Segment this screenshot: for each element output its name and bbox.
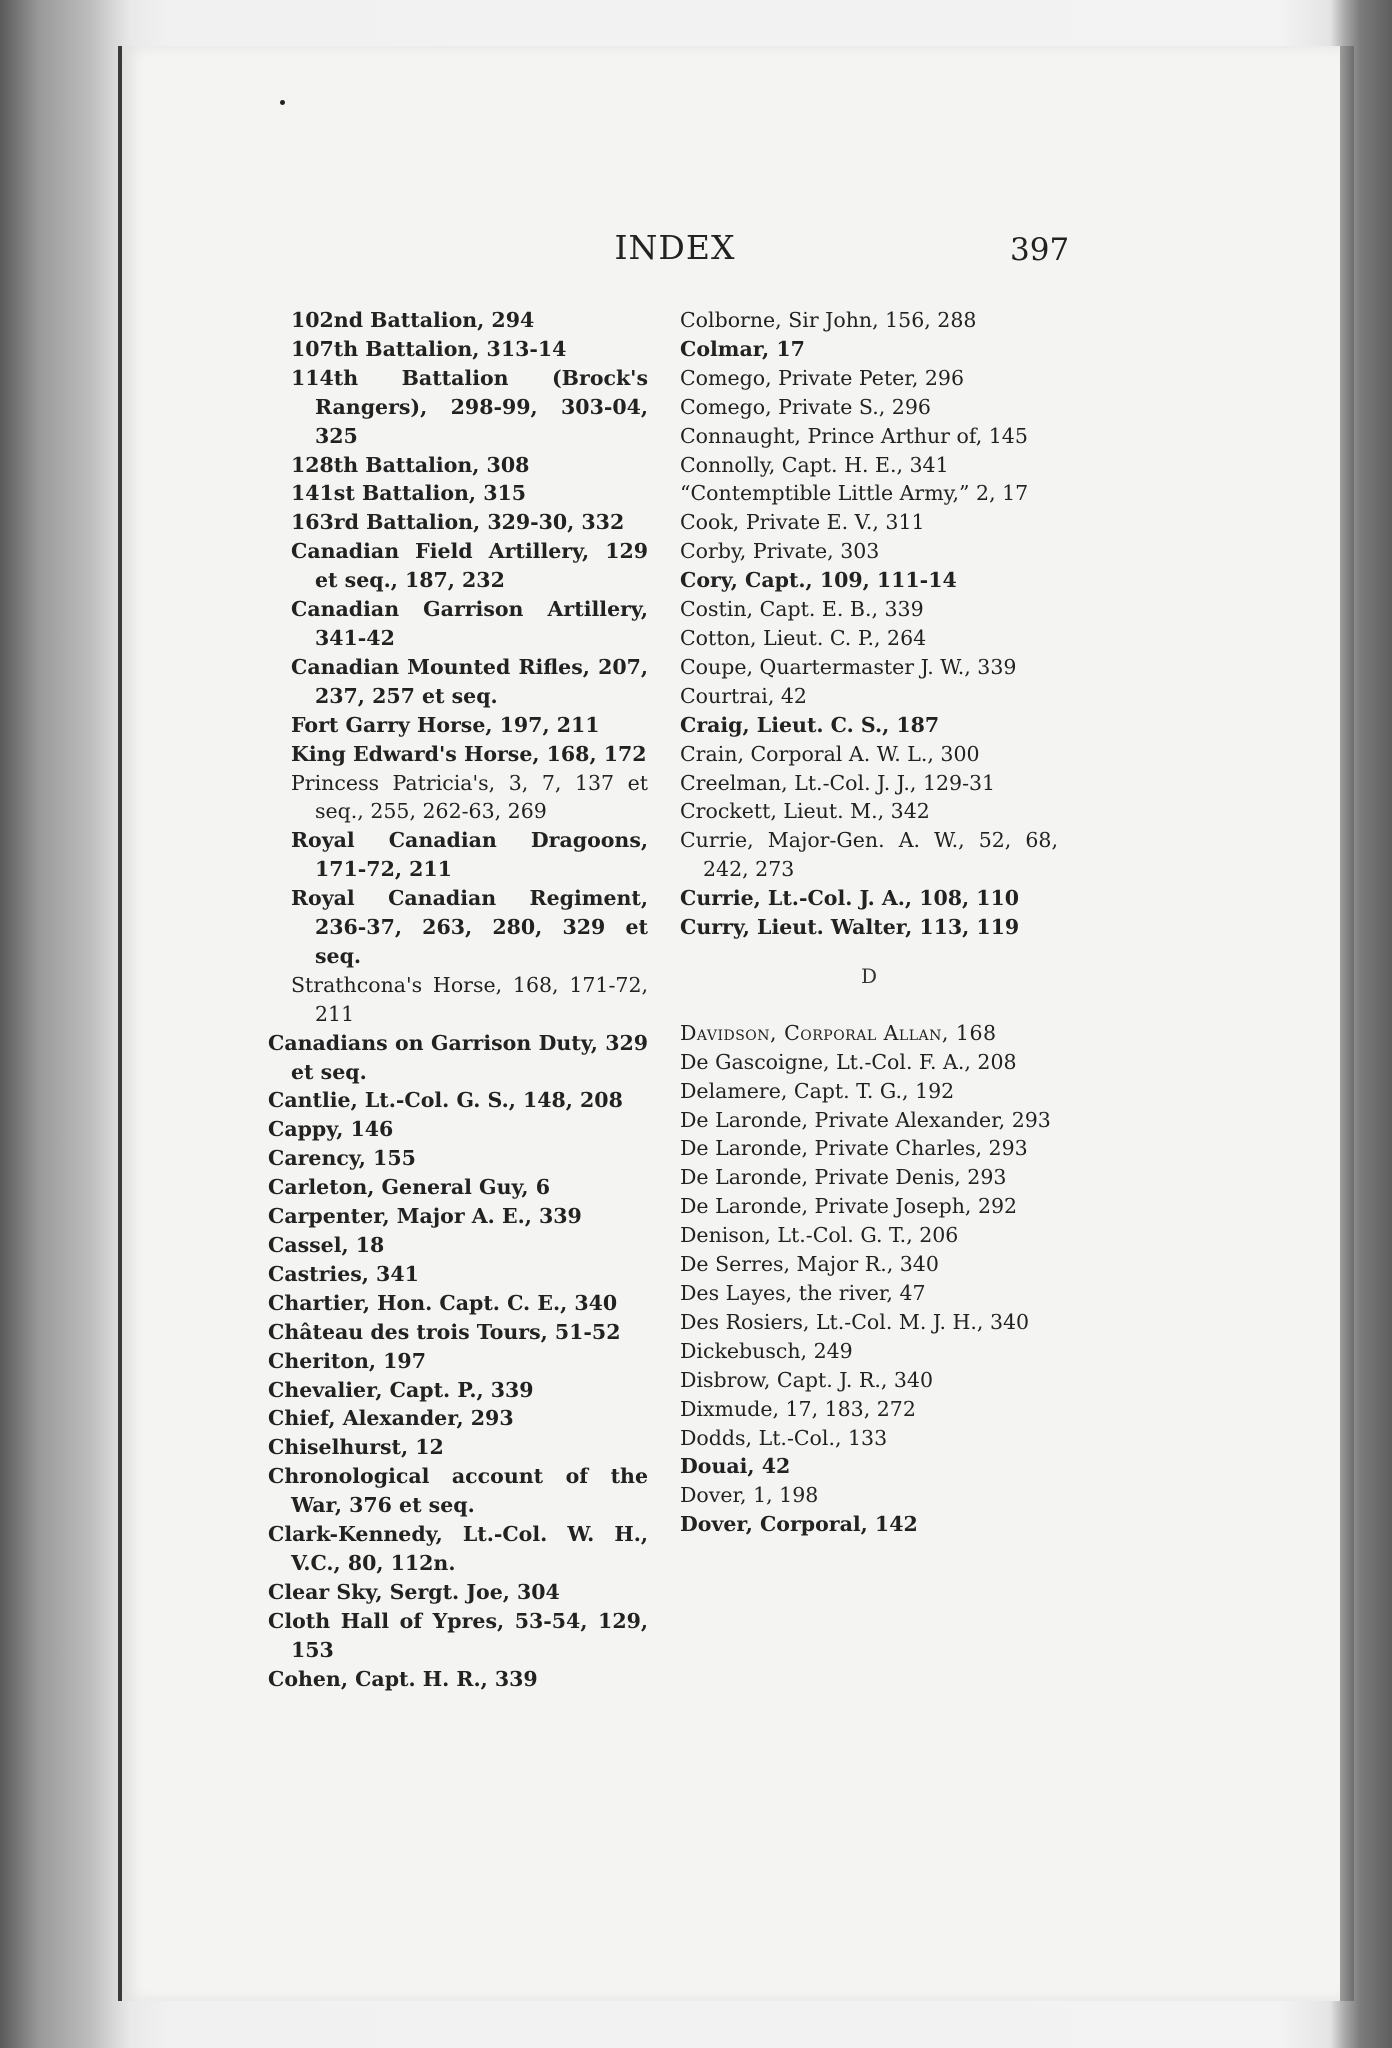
index-entry: Davidson, Corporal Allan, 168: [680, 1020, 997, 1045]
index-entry: Currie, Major-Gen. A. W., 52, 68, 242, 273: [680, 828, 1058, 882]
index-entry: Chevalier, Capt. P., 339: [268, 1377, 534, 1402]
page-title: INDEX: [614, 228, 736, 267]
index-entry: 102nd Battalion, 294: [291, 308, 535, 332]
index-entry: Colmar, 17: [680, 336, 805, 361]
index-entry: Craig, Lieut. C. S., 187: [680, 712, 940, 737]
index-column-right: [680, 306, 1058, 1539]
index-entry: 107th Battalion, 313-14: [291, 336, 567, 361]
index-entry: Fort Garry Horse, 197, 211: [291, 712, 600, 737]
index-entry: Comego, Private S., 296: [680, 394, 931, 419]
index-entry: Disbrow, Capt. J. R., 340: [680, 1367, 933, 1392]
index-entry: Costin, Capt. E. B., 339: [680, 597, 924, 622]
index-entry: Cantlie, Lt.-Col. G. S., 148, 208: [268, 1088, 623, 1113]
index-entry: De Laronde, Private Joseph, 292: [680, 1194, 1018, 1219]
index-entry: Crockett, Lieut. M., 342: [680, 799, 930, 824]
index-entry: Des Layes, the river, 47: [680, 1281, 926, 1305]
index-entries-c: [680, 306, 1058, 942]
index-entry: De Serres, Major R., 340: [680, 1252, 939, 1277]
index-entry: Crain, Corporal A. W. L., 300: [680, 741, 980, 766]
ink-speck: [280, 100, 285, 105]
index-entry: Princess Patricia's, 3, 7, 137 et seq., 255, 262-63, 269: [291, 770, 648, 824]
page-edge: [1340, 46, 1354, 2001]
index-entry: Curry, Lieut. Walter, 113, 119: [680, 915, 1020, 940]
index-entry: Colborne, Sir John, 156, 288: [680, 308, 977, 332]
index-entry: 141st Battalion, 315: [291, 481, 526, 506]
index-entry: Carleton, General Guy, 6: [268, 1175, 550, 1200]
index-entry: King Edward's Horse, 168, 172: [291, 741, 647, 766]
index-entry: Des Rosiers, Lt.-Col. M. J. H., 340: [680, 1309, 1030, 1334]
section-letter: D: [860, 963, 878, 988]
index-entry: Cloth Hall of Ypres, 53-54, 129, 153: [268, 1608, 648, 1662]
index-entry: Canadian Garrison Artillery, 341-42: [291, 597, 648, 650]
index-entry: “Contemptible Little Army,” 2, 17: [680, 481, 1029, 506]
index-entry: Dover, Corporal, 142: [680, 1512, 918, 1537]
index-entry: Chiselhurst, 12: [268, 1435, 444, 1460]
index-entry: Douai, 42: [680, 1454, 791, 1479]
index-entry: Courtrai, 42: [680, 683, 807, 708]
index-entry: Coupe, Quartermaster J. W., 339: [680, 654, 1017, 679]
index-entry: Dover, 1, 198: [680, 1483, 819, 1508]
index-entry: Chief, Alexander, 293: [268, 1406, 514, 1431]
index-entry: Cheriton, 197: [268, 1348, 426, 1373]
index-entry: Cook, Private E. V., 311: [680, 510, 925, 535]
index-entry: Royal Canadian Dragoons, 171-72, 211: [291, 828, 648, 882]
index-entry: Dodds, Lt.-Col., 133: [680, 1425, 888, 1450]
index-entry: Currie, Lt.-Col. J. A., 108, 110: [680, 886, 1020, 911]
index-entry: Connaught, Prince Arthur of, 145: [680, 423, 1028, 448]
page-number: 397: [1010, 232, 1070, 268]
index-entry: De Laronde, Private Charles, 293: [680, 1136, 1028, 1161]
index-entry: 128th Battalion, 308: [291, 452, 530, 477]
index-entry: Connolly, Capt. H. E., 341: [680, 452, 949, 477]
index-entry: Canadians on Garrison Duty, 329 et seq.: [268, 1030, 648, 1084]
index-entry: Cassel, 18: [268, 1233, 385, 1257]
index-entry: Strathcona's Horse, 168, 171-72, 211: [291, 972, 648, 1026]
index-entry: Canadian Field Artillery, 129 et seq., 187, 232: [291, 539, 648, 593]
index-entries-d: [680, 1019, 1058, 1539]
index-entry: Chartier, Hon. Capt. C. E., 340: [268, 1290, 618, 1315]
index-entry: Corby, Private, 303: [680, 539, 880, 564]
index-entry: Château des trois Tours, 51-52: [268, 1319, 621, 1344]
index-entry: Castries, 341: [268, 1261, 419, 1286]
index-entry: Delamere, Capt. T. G., 192: [680, 1078, 955, 1103]
index-entry: De Laronde, Private Denis, 293: [680, 1165, 1007, 1190]
index-entry: Cotton, Lieut. C. P., 264: [680, 625, 927, 650]
index-entry: De Gascoigne, Lt.-Col. F. A., 208: [680, 1049, 1017, 1074]
running-header: [0, 228, 1392, 267]
index-entry: Carency, 155: [268, 1146, 416, 1171]
index-entry: Creelman, Lt.-Col. J. J., 129-31: [680, 770, 996, 795]
index-entry: Clark-Kennedy, Lt.-Col. W. H., V.C., 80, 112n.: [268, 1522, 648, 1575]
index-entry: Royal Canadian Regiment, 236-37, 263, 280, 329 et seq.: [291, 886, 648, 968]
index-entry: Dickebusch, 249: [680, 1338, 853, 1363]
index-entry: Cory, Capt., 109, 111-14: [680, 568, 957, 593]
index-entry: Chronological account of the War, 376 et seq.: [268, 1464, 648, 1518]
index-entry: 163rd Battalion, 329-30, 332: [291, 510, 625, 535]
index-entry: Carpenter, Major A. E., 339: [268, 1204, 582, 1229]
index-entry: Comego, Private Peter, 296: [680, 365, 965, 390]
index-entry: Clear Sky, Sergt. Joe, 304: [268, 1579, 560, 1604]
index-entry: Cohen, Capt. H. R., 339: [268, 1666, 538, 1691]
index-entry: Denison, Lt.-Col. G. T., 206: [680, 1223, 959, 1248]
index-entry: 114th Battalion (Brock's Rangers), 298-99, 303-04, 325: [291, 365, 648, 448]
index-entry: Dixmude, 17, 183, 272: [680, 1396, 916, 1421]
index-entry: Canadian Mounted Rifles, 207, 237, 257 et seq.: [291, 654, 648, 708]
index-entry: Cappy, 146: [268, 1117, 394, 1142]
index-column-left: [268, 306, 648, 1694]
index-entry: De Laronde, Private Alexander, 293: [680, 1107, 1051, 1132]
